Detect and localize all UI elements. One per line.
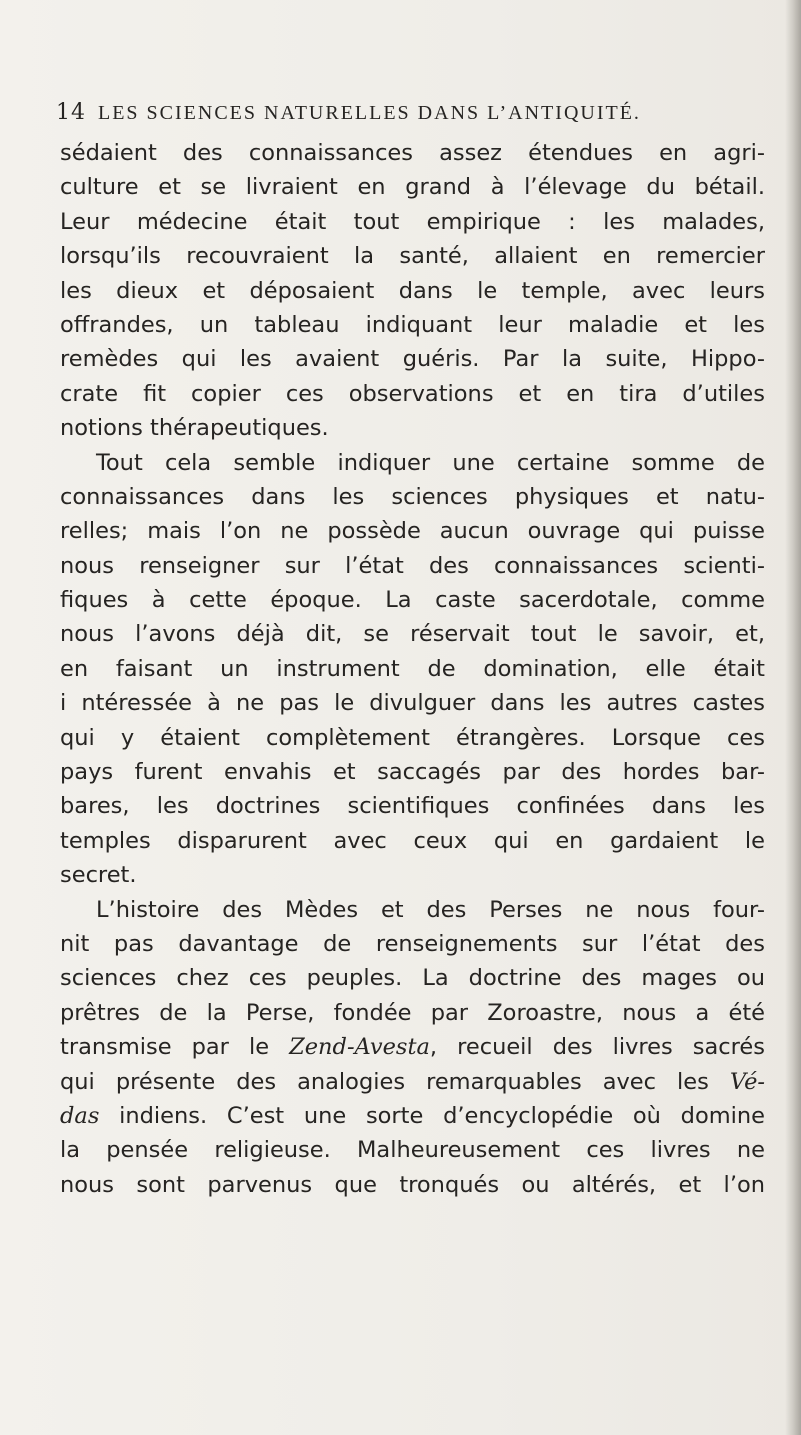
page-edge-shadow [785, 0, 801, 1435]
text-line: la pensée religieuse. Malheureusement ces livres ne [60, 1137, 765, 1164]
italic-title: Vé- [729, 1068, 765, 1095]
text-line: fiques à cette époque. La caste sacerdotale, comme [60, 587, 765, 614]
italic-title: das [60, 1102, 100, 1129]
text-line: bares, les doctrines scientifiques confinées dans les [60, 793, 765, 820]
text-line: connaissances dans les sciences physiques et natu- [60, 483, 765, 510]
text-line [60, 1065, 765, 1099]
text-run: , recueil des livres sacrés [429, 1034, 765, 1061]
text-run: indiens. C’est une sorte d’encyclopédie où domine [99, 1102, 765, 1129]
text-line: qui y étaient complètement étrangères. Lorsque ces [60, 724, 765, 751]
page-number: 14 [56, 100, 86, 125]
text-line: remèdes qui les avaient guéris. Par la suite, Hippo- [60, 346, 765, 373]
text-line: nit pas davantage de renseignements sur l’état des [60, 930, 765, 957]
body-text [60, 136, 765, 1202]
text-line: pays furent envahis et saccagés par des hordes bar- [60, 759, 765, 786]
text-line: crate fit copier ces observations et en tira d’utiles [60, 380, 765, 407]
text-line: nous l’avons déjà dit, se réservait tout le savoir, et, [60, 621, 765, 648]
text-line: sciences chez ces peuples. La doctrine des mages ou [60, 965, 765, 992]
text-line: en faisant un instrument de domination, elle était [60, 655, 765, 682]
running-header [56, 98, 756, 128]
text-line: les dieux et déposaient dans le temple, avec leurs [60, 277, 765, 304]
running-title: LES SCIENCES NATURELLES DANS L’ANTIQUITÉ. [98, 102, 641, 124]
text-line: offrandes, un tableau indiquant leur maladie et les [60, 311, 765, 338]
text-line [60, 1030, 765, 1064]
text-line: secret. [60, 862, 137, 889]
text-line: nous renseigner sur l’état des connaissances scienti- [60, 552, 765, 579]
text-line: sédaient des connaissances assez étendues en agri- [60, 140, 765, 166]
text-line: lorsqu’ils recouvraient la santé, allaient en remercier [60, 243, 765, 270]
text-line: Tout cela semble indiquer une certaine somme de [96, 449, 765, 476]
text-line: L’histoire des Mèdes et des Perses ne nous four- [96, 896, 765, 923]
text-line: notions thérapeutiques. [60, 415, 329, 442]
text-line: i ntéressée à ne pas le divulguer dans les autres castes [60, 690, 765, 717]
text-run: qui présente des analogies remarquables avec les [60, 1068, 730, 1095]
text-line: temples disparurent avec ceux qui en gardaient le [60, 827, 765, 854]
italic-title: Zend-Avesta [289, 1034, 430, 1061]
text-line: nous sont parvenus que tronqués ou altérés, et l’on [60, 1171, 765, 1198]
text-line: Leur médecine était tout empirique : les malades, [60, 208, 765, 235]
text-run: transmise par le [60, 1034, 290, 1061]
text-line [60, 1099, 765, 1133]
text-line: culture et se livraient en grand à l’élevage du bétail. [60, 174, 765, 201]
text-line: relles; mais l’on ne possède aucun ouvrage qui puisse [60, 518, 765, 545]
text-line: prêtres de la Perse, fondée par Zoroastre, nous a été [60, 999, 765, 1026]
